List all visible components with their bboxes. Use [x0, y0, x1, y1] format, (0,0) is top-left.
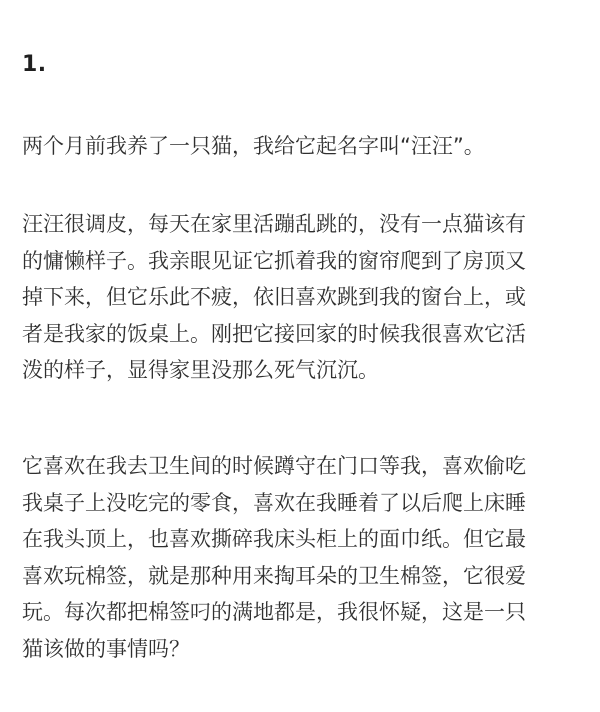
paragraph-1: [22, 128, 582, 165]
text-line: 猫该做的事情吗？: [22, 636, 190, 661]
text-line: 汪汪很调皮，每天在家里活蹦乱跳的，没有一点猫该有: [22, 212, 526, 236]
section-number: 1.: [22, 52, 47, 77]
text-line: 掉下来，但它乐此不疲，依旧喜欢跳到我的窗台上，或: [22, 285, 526, 309]
paragraph-2: [22, 206, 582, 389]
text-line: 的慵懒样子。我亲眼见证它抓着我的窗帘爬到了房顶又: [22, 248, 526, 273]
text-line: 喜欢玩棉签，就是那种用来掏耳朵的卫生棉签，它很爱: [22, 563, 526, 588]
text-line: 两个月前我养了一只猫，我给它起名字叫“汪汪”。: [22, 134, 485, 158]
text-line: 玩。每次都把棉签叼的满地都是，我很怀疑，这是一只: [22, 600, 526, 624]
text-line: 者是我家的饭桌上。刚把它接回家的时候我很喜欢它活: [22, 321, 526, 346]
paragraph-3: [22, 448, 582, 667]
text-line: 泼的样子，显得家里没那么死气沉沉。: [22, 358, 379, 382]
text-line: 它喜欢在我去卫生间的时候蹲守在门口等我，喜欢偷吃: [22, 454, 526, 478]
text-line: 我桌子上没吃完的零食，喜欢在我睡着了以后爬上床睡: [22, 490, 526, 515]
text-line: 在我头顶上，也喜欢撕碎我床头柜上的面巾纸。但它最: [22, 527, 526, 551]
